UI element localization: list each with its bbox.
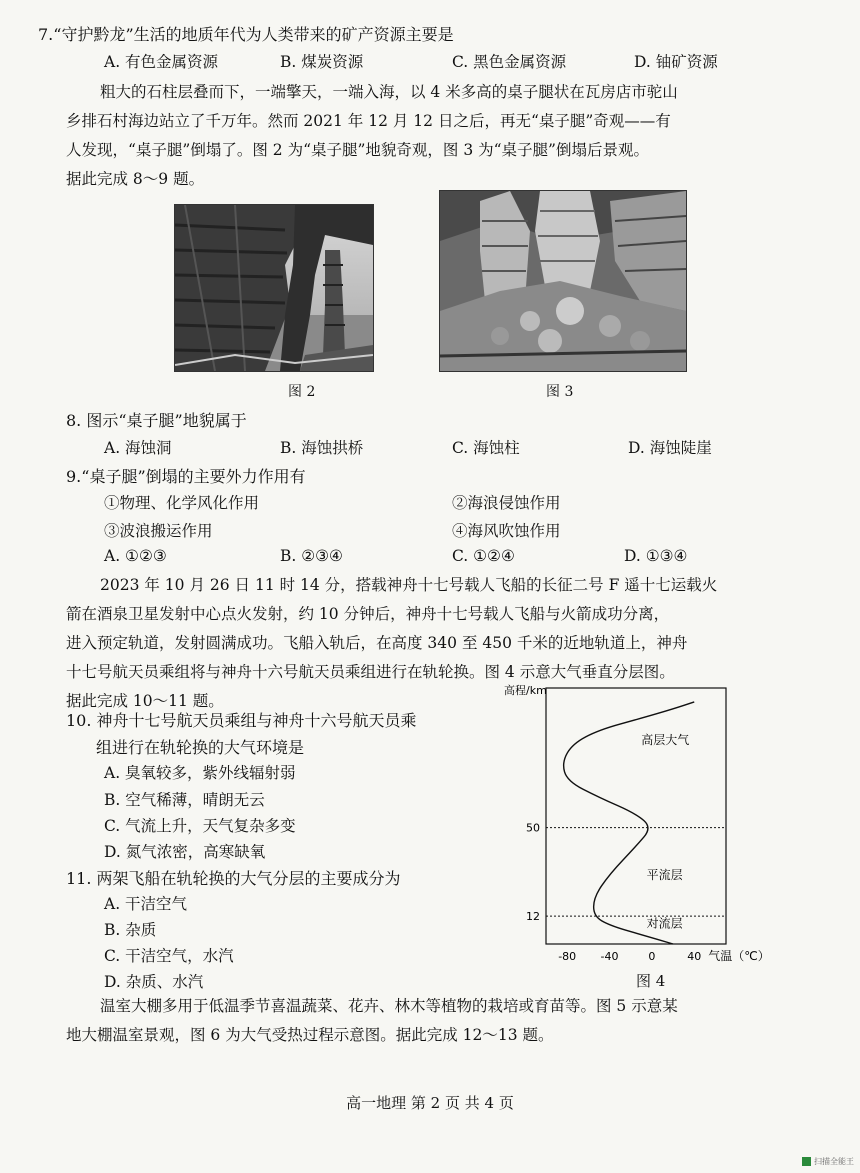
q9-item-3: ③波浪搬运作用 [104,522,213,540]
q11-option-d: D. 杂质、水汽 [104,973,204,991]
q8-stem: 8. 图示“桌子腿”地貌属于 [66,411,247,430]
x-tick-label: -80 [558,950,577,963]
q10-option-d: D. 氮气浓密，高寒缺氧 [104,843,266,861]
passage2-line: 进入预定轨道，发射圆满成功。飞船入轨后，在高度 340 至 450 千米的近地轨道上，神舟 [66,634,688,652]
q10-option-a: A. 臭氧较多，紫外线辐射弱 [104,764,296,782]
q9-option-d: D. ①③④ [624,547,688,565]
q9-item-4: ④海风吹蚀作用 [452,522,561,540]
figure-2-photo [174,204,374,372]
passage3-line: 地大棚温室景观，图 6 为大气受热过程示意图。据此完成 12～13 题。 [66,1026,554,1044]
passage3-line: 温室大棚多用于低温季节喜温蔬菜、花卉、林木等植物的栽培或育苗等。图 5 示意某 [100,997,678,1015]
q8-option-a: A. 海蚀洞 [104,439,172,457]
q9-stem: 9.“桌子腿”倒塌的主要外力作用有 [66,467,306,486]
passage1-line: 据此完成 8～9 题。 [66,170,205,188]
x-tick-label: 0 [648,950,656,963]
scanner-watermark [802,1156,854,1167]
q11-option-b: B. 杂质 [104,921,157,939]
q9-item-2: ②海浪侵蚀作用 [452,494,561,512]
q7-option-b: B. 煤炭资源 [280,53,364,71]
figure-2-caption: 图 2 [288,384,316,400]
passage1-line: 人发现，“桌子腿”倒塌了。图 2 为“桌子腿”地貌奇观，图 3 为“桌子腿”倒塌后景观。 [66,141,649,159]
q7-option-a: A. 有色金属资源 [104,53,219,71]
q7-option-c: C. 黑色金属资源 [452,53,567,71]
figure-4-caption: 图 4 [636,972,666,990]
q10-stem-line1: 10. 神舟十七号航天员乘组与神舟十六号航天员乘 [66,711,417,730]
passage1-line: 乡排石村海边站立了千万年。然而 2021 年 12 月 12 日之后，再无“桌子腿”奇观——有 [66,112,671,130]
figure-3-photo [439,190,687,372]
plot-frame [546,688,726,944]
q8-option-c: C. 海蚀柱 [452,439,520,457]
figure-4-chart [490,676,780,996]
scanner-logo-icon [802,1157,811,1166]
q11-option-c: C. 干洁空气，水汽 [104,947,234,965]
q10-option-c: C. 气流上升，天气复杂多变 [104,817,296,835]
q9-option-b: B. ②③④ [280,547,343,565]
passage2-line: 据此完成 10～11 题。 [66,692,224,710]
q10-option-b: B. 空气稀薄，晴朗无云 [104,791,265,809]
passage2-line: 十七号航天员乘组将与神舟十六号航天员乘组进行在轨轮换。图 4 示意大气垂直分层图。 [66,663,675,681]
watermark-text: 扫描全能王 [814,1157,854,1166]
passage-12-13 [66,992,806,1050]
q9-option-c: C. ①②④ [452,547,515,565]
layer-label-troposphere: 对流层 [646,916,683,931]
y-axis-label: 高程/km [504,684,547,697]
q10-stem-line2: 组进行在轨轮换的大气环境是 [96,738,305,757]
x-tick-label: -40 [600,950,619,963]
q7-stem: 7.“守护黔龙”生活的地质年代为人类带来的矿产资源主要是 [38,25,454,44]
q8-option-b: B. 海蚀拱桥 [280,439,364,457]
y-tick-label: 50 [526,821,540,835]
passage-8-9 [66,78,806,194]
x-axis-label: 气温（℃） [708,949,770,963]
page-footer: 高一地理 第 2 页 共 4 页 [346,1094,514,1112]
q11-option-a: A. 干洁空气 [104,895,188,913]
x-tick-label: 40 [687,950,702,963]
layer-label-upper: 高层大气 [641,732,690,747]
q7-option-d: D. 铀矿资源 [634,53,718,71]
q8-option-d: D. 海蚀陡崖 [628,439,712,457]
q9-option-a: A. ①②③ [104,547,167,565]
y-tick-label: 12 [526,910,540,924]
q9-item-1: ①物理、化学风化作用 [104,494,260,512]
passage2-line: 箭在酒泉卫星发射中心点火发射，约 10 分钟后，神舟十七号载人飞船与火箭成功分离， [66,605,670,623]
layer-label-stratosphere: 平流层 [646,867,683,882]
passage1-line: 粗大的石柱层叠而下，一端擎天，一端入海，以 4 米多高的桌子腿状在瓦房店市驼山 [100,83,678,101]
q11-stem: 11. 两架飞船在轨轮换的大气分层的主要成分为 [66,869,401,888]
passage2-line: 2023 年 10 月 26 日 11 时 14 分，搭载神舟十七号载人飞船的长征二号 F 遥十七运载火 [100,576,718,594]
figure-3-caption: 图 3 [546,384,574,400]
